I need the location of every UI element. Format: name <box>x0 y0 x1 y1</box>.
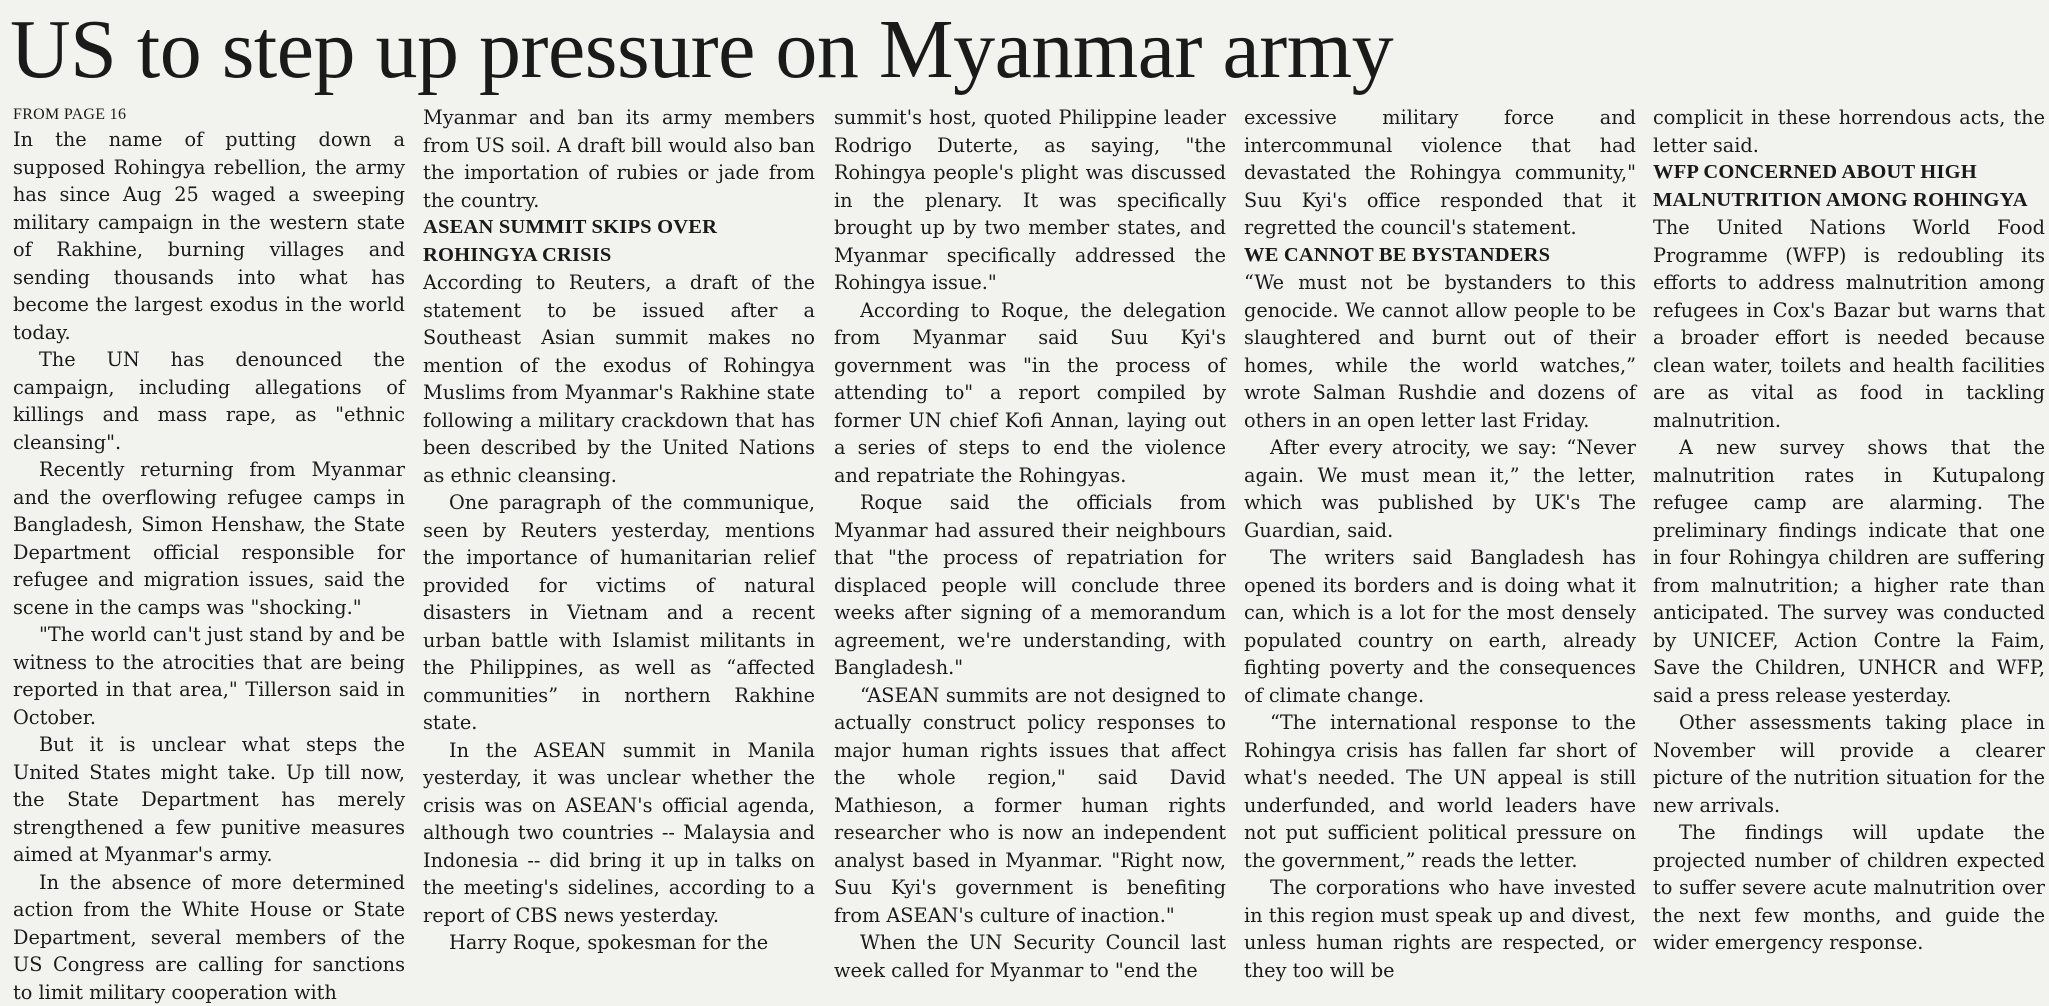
subheading-asean: ASEAN SUMMIT SKIPS OVER ROHINGYA CRISIS <box>423 214 815 269</box>
paragraph: The corporations who have invested in this region must speak up and divest, unless human rights are respected, or they too will be <box>1244 874 1636 984</box>
paragraph: “ASEAN summits are not designed to actually construct policy responses to major human rights issues that affect the whole region," said David Mathieson, a former human rights researcher who is now an independent analyst based in Myanmar. "Right now, Suu Kyi's government is benefiting from ASEAN's culture of inaction." <box>834 682 1226 930</box>
paragraph: Harry Roque, spokesman for the <box>423 929 815 957</box>
paragraph: Other assessments taking place in November will provide a clearer picture of the nutrition situation for the new arrivals. <box>1653 709 2045 819</box>
paragraph: A new survey shows that the malnutrition rates in Kutupalong refugee camp are alarming. The preliminary findings indicate that one in four Rohingya children are suffering from malnutrition; a higher rate than anticipated. The survey was conducted by UNICEF, Action Contre la Faim, Save the Children, UNHCR and WFP, said a press release yesterday. <box>1653 434 2045 709</box>
paragraph: According to Reuters, a draft of the statement to be issued after a Southeast Asian summit makes no mention of the exodus of Rohingya Muslims from Myanmar's Rakhine state following a military crackdown that has been described by the United Nations as ethnic cleansing. <box>423 269 815 489</box>
paragraph: In the ASEAN summit in Manila yesterday, it was unclear whether the crisis was on ASEAN's official agenda, although two countries -- Malaysia and Indonesia -- did bring it up in talks on the meeting's sidelines, according to a report of CBS news yesterday. <box>423 737 815 930</box>
paragraph: The UN has denounced the campaign, including allegations of killings and mass rape, as "ethnic cleansing". <box>13 346 405 456</box>
paragraph: In the absence of more determined action from the White House or State Department, several members of the US Congress are calling for sanctions to limit military cooperation with <box>13 869 405 1006</box>
paragraph: The writers said Bangladesh has opened its borders and is doing what it can, which is a lot for the most densely populated country on earth, already fighting poverty and the consequences of climate change. <box>1244 544 1636 709</box>
column-5 <box>1653 104 2045 980</box>
paragraph: In the name of putting down a supposed Rohingya rebellion, the army has since Aug 25 waged a sweeping military campaign in the western state of Rakhine, burning villages and sending thousands into what has become the largest exodus in the world today. <box>13 126 405 346</box>
column-4 <box>1244 104 1636 980</box>
paragraph: complicit in these horrendous acts, the letter said. <box>1653 104 2045 159</box>
paragraph: summit's host, quoted Philippine leader Rodrigo Duterte, as saying, "the Rohingya people's plight was discussed in the plenary. It was specifically brought up by two member states, and Myanmar specifically addressed the Rohingya issue." <box>834 104 1226 297</box>
paragraph: The United Nations World Food Programme (WFP) is redoubling its efforts to address malnutrition among refugees in Cox's Bazar but warns that a broader effort is needed because clean water, toilets and health facilities are as vital as food in tackling malnutrition. <box>1653 214 2045 434</box>
paragraph: After every atrocity, we say: “Never again. We must mean it,” the letter, which was published by UK's The Guardian, said. <box>1244 434 1636 544</box>
paragraph: Roque said the officials from Myanmar had assured their neighbours that "the process of repatriation for displaced people will conclude three weeks after signing of a memorandum agreement, we're understanding, with Bangladesh." <box>834 489 1226 682</box>
paragraph: Myanmar and ban its army members from US soil. A draft bill would also ban the importation of rubies or jade from the country. <box>423 104 815 214</box>
paragraph: "The world can't just stand by and be witness to the atrocities that are being reported in that area," Tillerson said in October. <box>13 621 405 731</box>
paragraph: “The international response to the Rohingya crisis has fallen far short of what's needed. The UN appeal is still underfunded, and world leaders have not put sufficient political pressure on the government,” reads the letter. <box>1244 709 1636 874</box>
column-1 <box>13 104 405 980</box>
paragraph: But it is unclear what steps the United States might take. Up till now, the State Department has merely strengthened a few punitive measures aimed at Myanmar's army. <box>13 731 405 869</box>
subheading-bystanders: WE CANNOT BE BYSTANDERS <box>1244 242 1636 270</box>
paragraph: The findings will update the projected number of children expected to suffer severe acute malnutrition over the next few months, and guide the wider emergency response. <box>1653 819 2045 957</box>
paragraph: According to Roque, the delegation from Myanmar said Suu Kyi's government was "in the process of attending to" a report compiled by former UN chief Kofi Annan, laying out a series of steps to end the violence and repatriate the Rohingyas. <box>834 297 1226 490</box>
paragraph: excessive military force and intercommunal violence that had devastated the Rohingya community," Suu Kyi's office responded that it regretted the council's statement. <box>1244 104 1636 242</box>
continuation-label: FROM PAGE 16 <box>13 104 405 126</box>
subheading-wfp: WFP CONCERNED ABOUT HIGH MALNUTRITION AMONG ROHINGYA <box>1653 159 2045 214</box>
column-2 <box>423 104 815 980</box>
paragraph: When the UN Security Council last week called for Myanmar to "end the <box>834 929 1226 984</box>
paragraph: Recently returning from Myanmar and the overflowing refugee camps in Bangladesh, Simon Henshaw, the State Department official responsible for refugee and migration issues, said the scene in the camps was "shocking." <box>13 456 405 621</box>
headline: US to step up pressure on Myanmar army <box>10 0 1393 100</box>
paragraph: One paragraph of the communique, seen by Reuters yesterday, mentions the importance of humanitarian relief provided for victims of natural disasters in Vietnam and a recent urban battle with Islamist militants in the Philippines, as well as “affected communities” in northern Rakhine state. <box>423 489 815 737</box>
paragraph: “We must not be bystanders to this genocide. We cannot allow people to be slaughtered and burnt out of their homes, while the world watches,” wrote Salman Rushdie and dozens of others in an open letter last Friday. <box>1244 269 1636 434</box>
column-3 <box>834 104 1226 980</box>
